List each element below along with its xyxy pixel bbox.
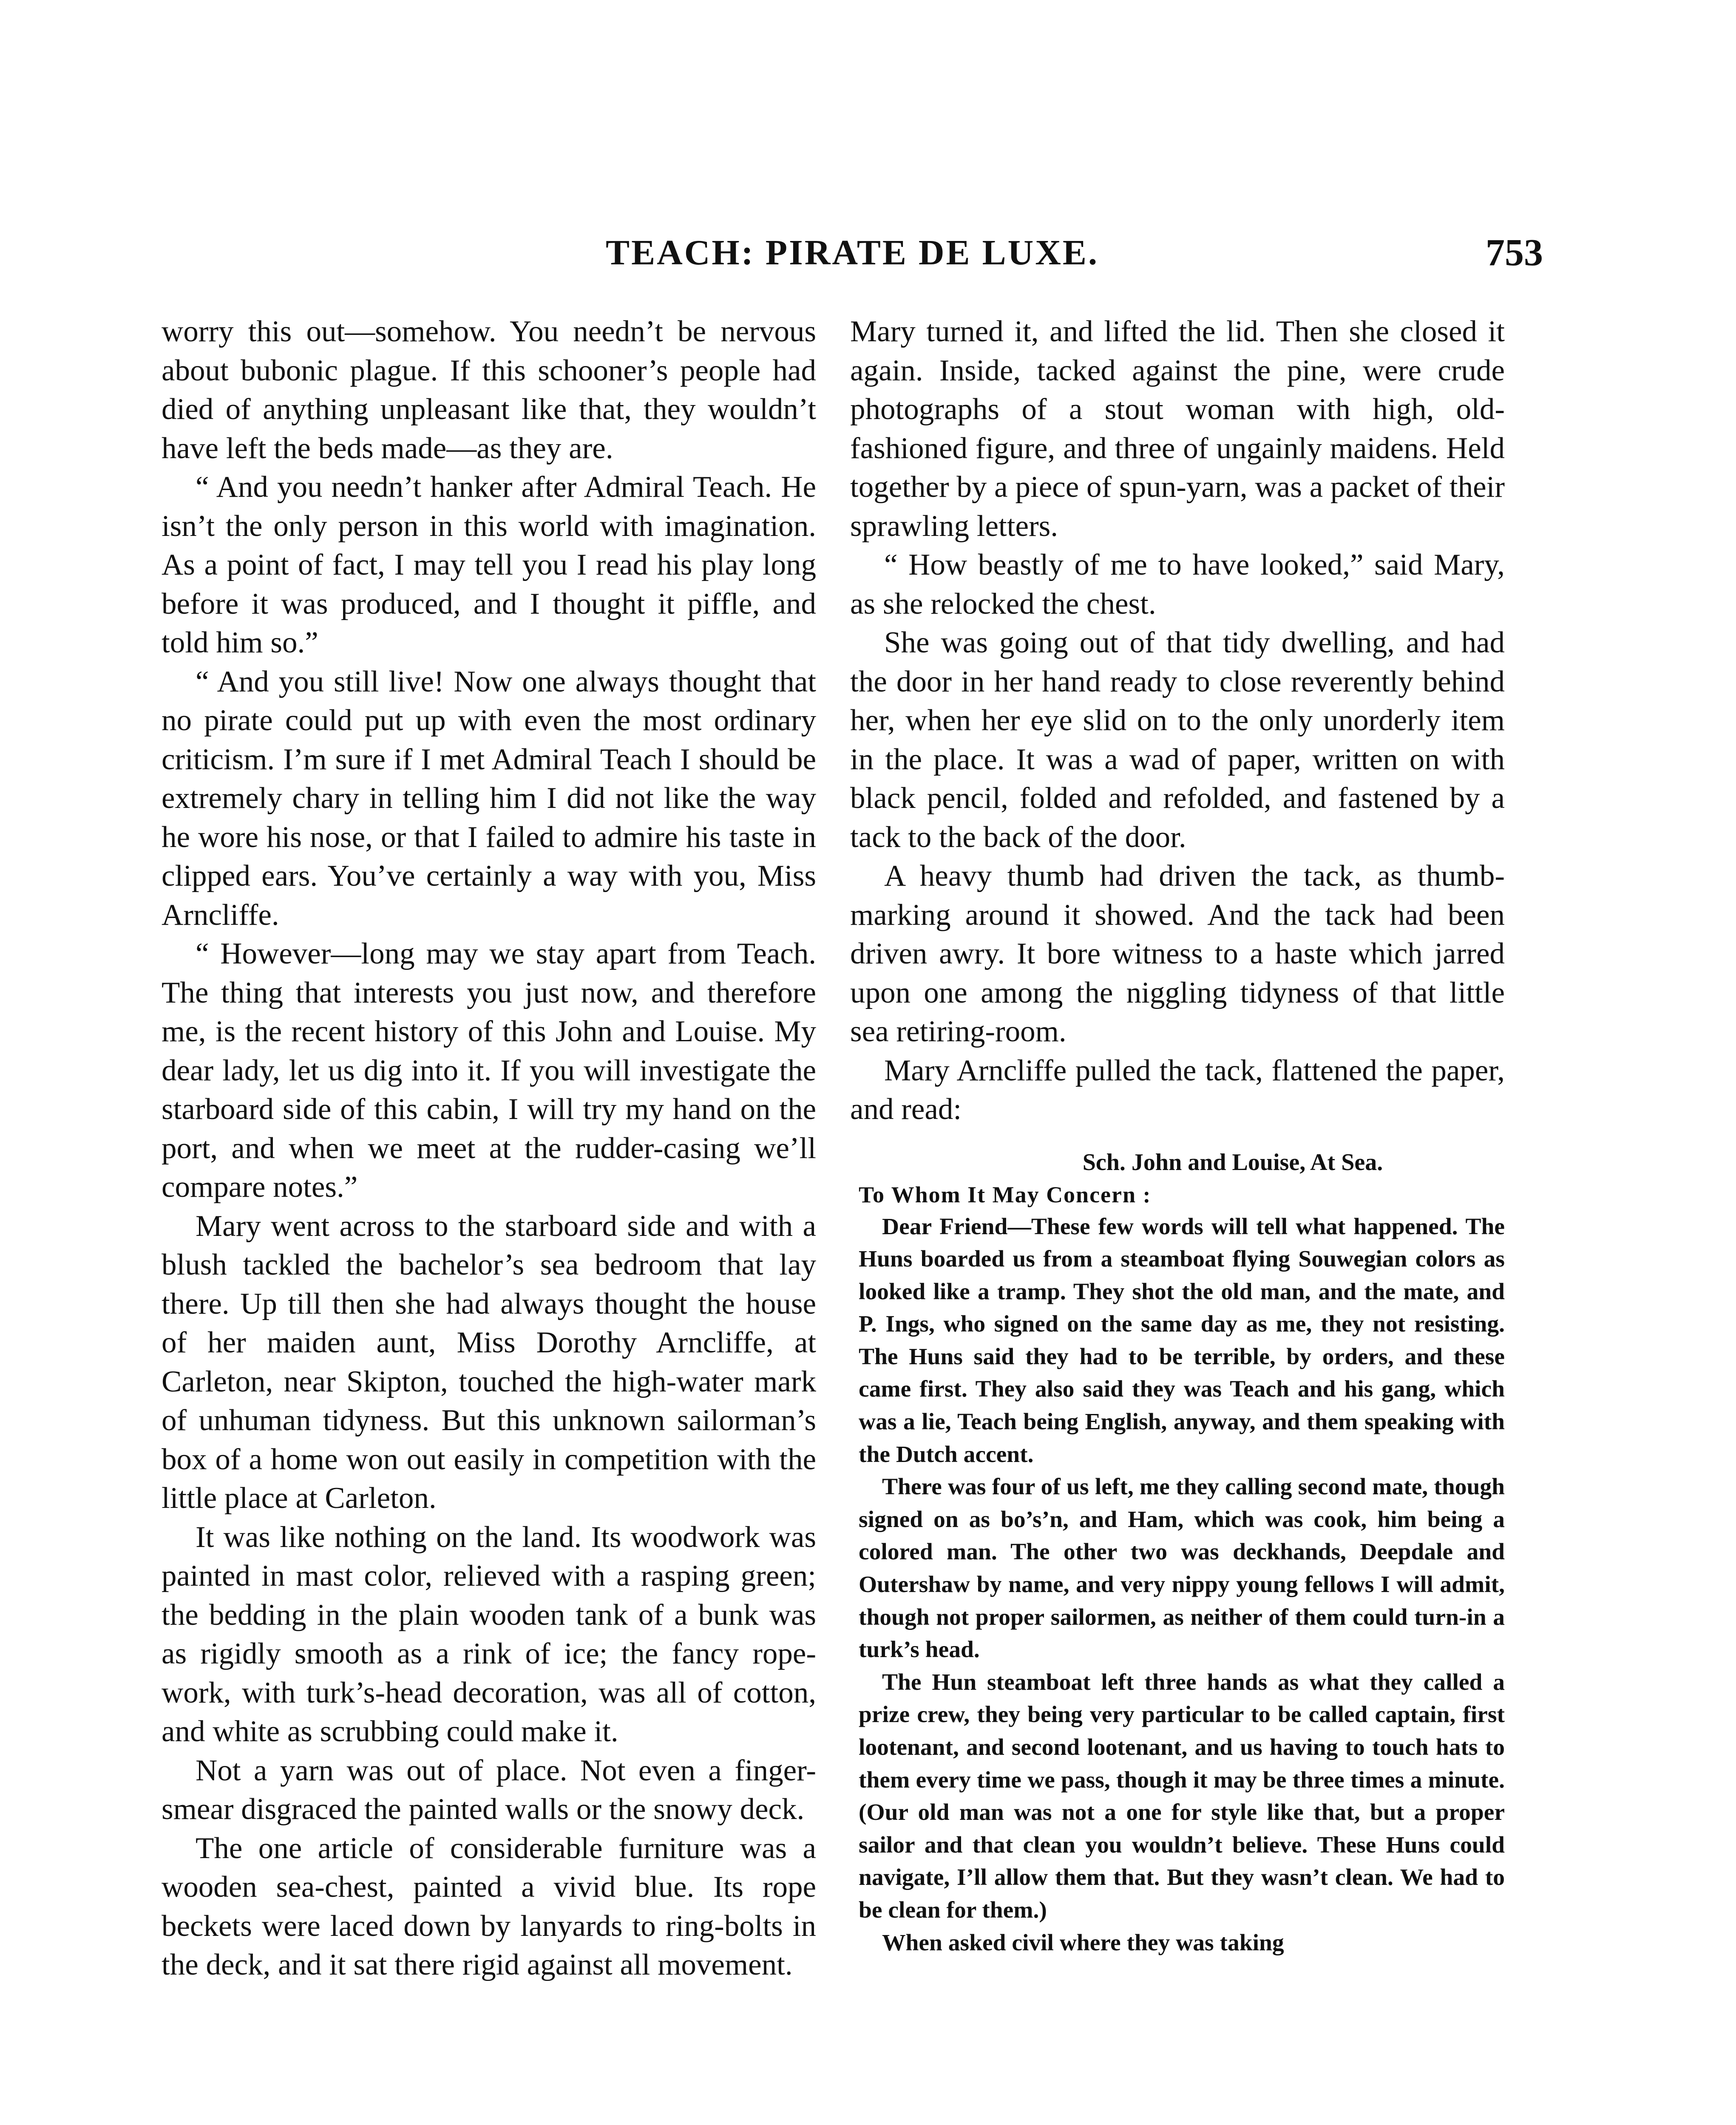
paragraph: “ How beastly of me to have looked,” said Mary, as she relocked the chest. — [850, 548, 1505, 620]
paragraph: worry this out—somehow. You needn’t be nervous about bubonic plague. If this schooner’s people had died of anything unpleasant like that, they wouldn’t have left the beds made—as they are. — [162, 315, 816, 465]
running-title: TEACH: PIRATE DE LUXE. — [606, 233, 1099, 272]
paragraph: “ However—long may we stay apart from Teach. The thing that interests you just now, and therefore me, is the recent history of this John and Louise. My dear lady, let us dig into it. If you will investigate the starboard side of this cabin, I will try my hand on the port, and when we meet at the rudder-casing we’ll compare notes.” — [162, 937, 816, 1204]
page-header — [162, 230, 1543, 276]
letter-dateline: Sch. John and Louise, At Sea. — [1082, 1149, 1383, 1176]
paragraph: Mary went across to the starboard side and with a blush tackled the bachelor’s sea bedroom that lay there. Up till then she had always thought the house of her maiden aunt, Miss Dorothy Arncliffe, at Carleton, near Skipton, touched the high-water mark of unhuman tidyness. But this unknown sailorman’s box of a home won out easily in competition with the little place at Carleton. — [162, 1209, 816, 1515]
left-column — [162, 312, 816, 1985]
paragraph: The one article of considerable furniture was a wooden sea-chest, painted a vivid blue. Its rope beckets were laced down by lanyards to ring-bolts in the deck, and it sat there rigid against all movement. — [162, 1831, 816, 1981]
paragraph: Mary turned it, and lifted the lid. Then she closed it again. Inside, tacked against the pine, were crude photographs of a stout woman with high, old-fashioned figure, and three of ungainly maidens. Held together by a piece of spun-yarn, was a packet of their sprawling letters. — [850, 315, 1505, 543]
paragraph: “ And you still live! Now one always thought that no pirate could put up with even the most ordinary criticism. I’m sure if I met Admiral Teach I should be extremely chary in telling him I did not like the way he wore his nose, or that I failed to admire his taste in clipped ears. You’ve certainly a way with you, Miss Arncliffe. — [162, 665, 816, 932]
paragraph: Mary Arncliffe pulled the tack, flattened the paper, and read: — [850, 1054, 1505, 1126]
paragraph: Not a yarn was out of place. Not even a finger-smear disgraced the painted walls or the snowy deck. — [162, 1754, 816, 1826]
paragraph: “ And you needn’t hanker after Admiral Teach. He isn’t the only person in this world with imagination. As a point of fact, I may tell you I read his play long before it was produced, and I thought it piffle, and told him so.” — [162, 470, 816, 659]
letter-paragraph: There was four of us left, me they calling second mate, though signed on as bo’s’n, and Ham, which was cook, him being a colored man. The other two was deckhands, Deepdale and Outershaw by name, and very nippy young fellows I will admit, though not proper sailormen, as neither of them could turn-in a turk’s head. — [859, 1474, 1505, 1663]
paragraph: A heavy thumb had driven the tack, as thumb-marking around it showed. And the tack had been driven awry. It bore witness to a haste which jarred upon one among the niggling tidyness of that little sea retiring-room. — [850, 859, 1505, 1048]
pencil-letter — [850, 1146, 1505, 1960]
paragraph: It was like nothing on the land. Its woodwork was painted in mast color, relieved with a rasping green; the bedding in the plain wooden tank of a bunk was as rigidly smooth as a rink of ice; the fancy rope-work, with turk’s-head decoration, was all of cotton, and white as scrubbing could make it. — [162, 1520, 816, 1748]
letter-paragraph: The Hun steamboat left three hands as what they called a prize crew, they being very particular to be called captain, first lootenant, and second lootenant, and us having to touch hats to them every time we pass, though it may be three times a minute. (Our old man was not a one for style like that, but a proper sailor and that clean you wouldn’t believe. These Huns could navigate, I’ll allow them that. But they wasn’t clean. We had to be clean for them.) — [859, 1669, 1505, 1923]
letter-salutation: To Whom It May Concern : — [859, 1182, 1152, 1207]
letter-paragraph: When asked civil where they was taking — [882, 1930, 1284, 1956]
right-column — [850, 312, 1505, 1959]
letter-paragraph: Dear Friend—These few words will tell what happened. The Huns boarded us from a steamboat flying Souwegian colors as looked like a tramp. They shot the old man, and the mate, and P. Ings, who signed on the same day as me, they not resisting. The Huns said they had to be terrible, by orders, and these came first. They also said they was Teach and his gang, which was a lie, Teach being English, anyway, and them speaking with the Dutch accent. — [859, 1213, 1505, 1468]
page-number: 753 — [1486, 232, 1543, 274]
paragraph: She was going out of that tidy dwelling, and had the door in her hand ready to close reverently behind her, when her eye slid on to the only unorderly item in the place. It was a wad of paper, written on with black pencil, folded and refolded, and fastened by a tack to the back of the door. — [850, 626, 1505, 854]
